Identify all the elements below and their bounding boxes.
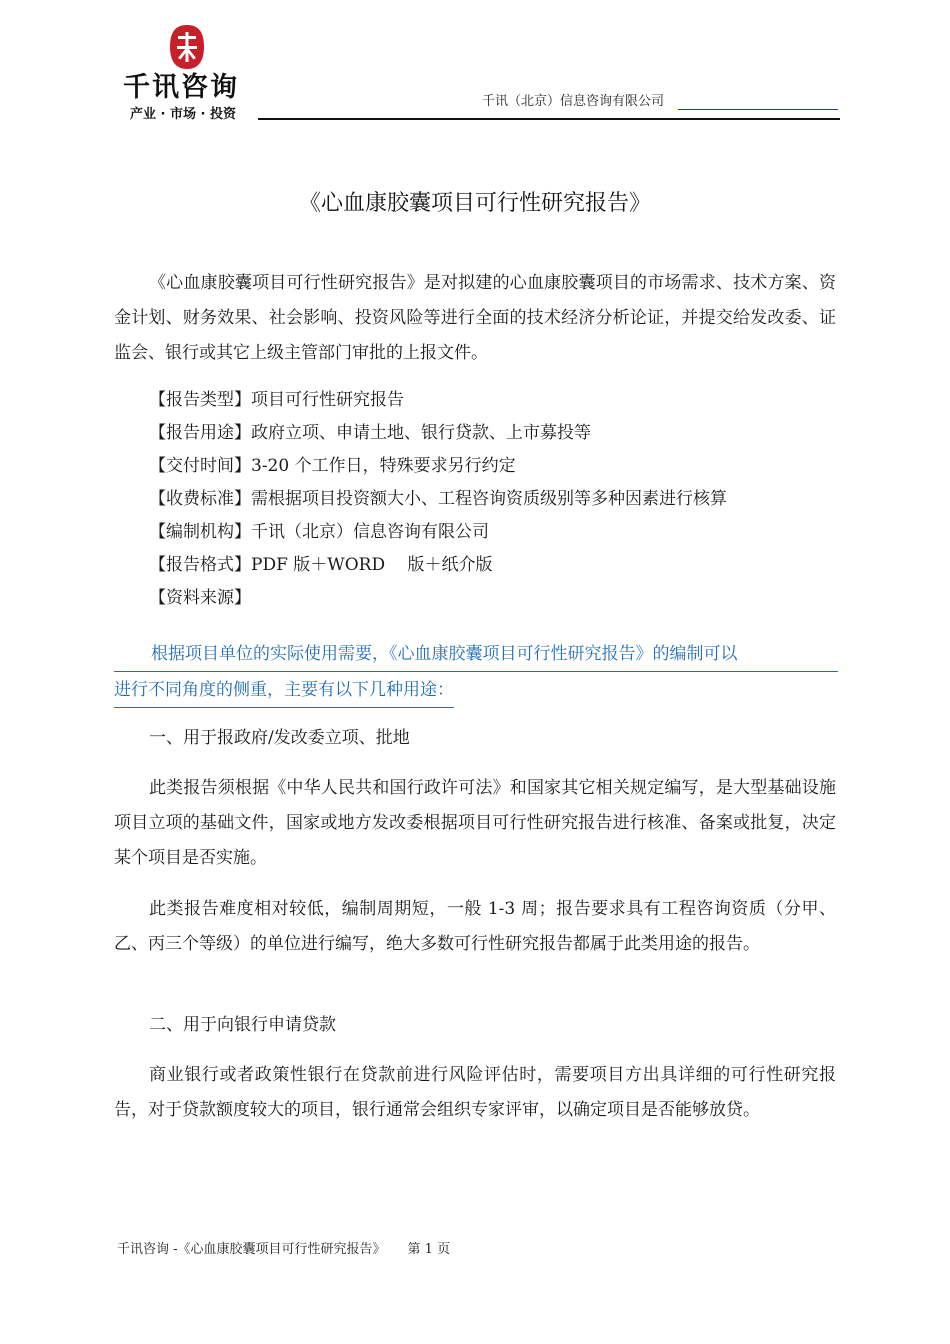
section-1-paragraph-1: 此类报告须根据《中华人民共和国行政许可法》和国家其它相关规定编写，是大型基础设施项目立项的基础文件，国家或地方发改委根据项目可行性研究报告进行核准、备案或批复，决定某个项目是否实施。 (114, 778, 836, 868)
meta-data-source: 【资料来源】 (149, 588, 251, 608)
company-logo (106, 24, 266, 129)
logo-name: 千讯咨询 (123, 72, 239, 103)
section-2-paragraph-1: 商业银行或者政策性银行在贷款前进行风险评估时，需要项目方出具详细的可行性研究报告，对于贷款额度较大的项目，银行通常会组织专家评审，以确定项目是否能够放贷。 (114, 1065, 836, 1120)
section-heading-2: 二、用于向银行申请贷款 (149, 1015, 336, 1035)
meta-compiler: 【编制机构】千讯（北京）信息咨询有限公司 (149, 522, 489, 542)
meta-report-type: 【报告类型】项目可行性研究报告 (149, 390, 404, 410)
section-2-para-1-wrap (114, 1058, 836, 1128)
section-1-paragraph-2: 此类报告难度相对较低，编制周期短，一般 1-3 周；报告要求具有工程咨询资质（分甲、乙、丙三个等级）的单位进行编写，绝大多数可行性研究报告都属于此类用途的报告。 (114, 899, 836, 954)
header-company-name: 千讯（北京）信息咨询有限公司 (482, 94, 665, 109)
page-footer (117, 1243, 450, 1256)
intro-paragraph: 《心血康胶囊项目可行性研究报告》是对拟建的心血康胶囊项目的市场需求、技术方案、资金计划、财务效果、社会影响、投资风险等进行全面的技术经济分析论证，并提交给发改委、证监会、银行或其它上级主管部门审批的上报文件。 (114, 273, 836, 363)
highlight-line-2: 进行不同角度的侧重，主要有以下几种用途： (114, 673, 454, 708)
meta-report-format: 【报告格式】PDF 版＋WORD 版＋纸介版 (149, 555, 493, 575)
highlight-line-2-wrap (114, 672, 838, 708)
meta-report-usage: 【报告用途】政府立项、申请土地、银行贷款、上市募投等 (149, 423, 591, 443)
header-divider (258, 118, 840, 120)
meta-delivery-time: 【交付时间】3-20 个工作日，特殊要求另行约定 (149, 456, 516, 476)
highlight-line-1: 根据项目单位的实际使用需要，《心血康胶囊项目可行性研究报告》的编制可以 (114, 636, 838, 672)
section-1-para-2-wrap (114, 892, 836, 962)
logo-slogan: 产业 · 市场 · 投资 (130, 107, 236, 122)
section-1-para-1-wrap (114, 771, 836, 876)
seal-icon (169, 24, 205, 70)
header-underline (678, 109, 838, 110)
document-title: 《心血康胶囊项目可行性研究报告》 (298, 191, 651, 216)
footer-title: 千讯咨询 -《心血康胶囊项目可行性研究报告》 (117, 1242, 386, 1257)
section-heading-1: 一、用于报政府/发改委立项、批地 (149, 728, 410, 748)
page-number: 第 1 页 (407, 1242, 451, 1257)
meta-fee-standard: 【收费标准】需根据项目投资额大小、工程咨询资质级别等多种因素进行核算 (149, 489, 727, 509)
usage-intro-highlight (114, 636, 838, 708)
intro-section (114, 266, 836, 371)
